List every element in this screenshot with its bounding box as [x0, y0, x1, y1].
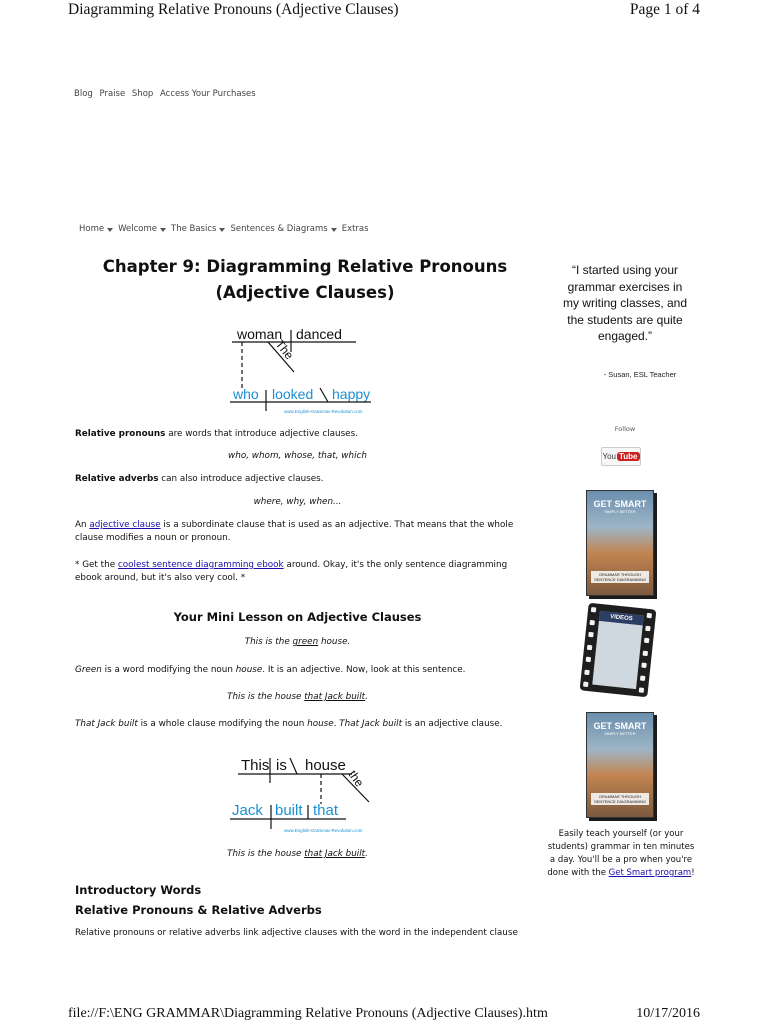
text: house. [318, 637, 351, 647]
book-title: GET SMART [593, 499, 647, 509]
book-subtitle: SIMPLY BETTER [604, 509, 636, 514]
diagram-word-verb: is [276, 757, 287, 774]
relative-adverbs-para [75, 473, 520, 486]
print-header-title: Diagramming Relative Pronouns (Adjective Clauses) [68, 1, 399, 18]
diagram-word-rel-complement: happy [332, 386, 371, 402]
youtube-icon[interactable] [601, 447, 641, 466]
page-title-line-1: Chapter 9: Diagramming Relative Pronouns [102, 257, 508, 276]
get-smart-link[interactable]: Get Smart program [608, 868, 692, 878]
text: can also introduce adjective clauses. [158, 474, 324, 484]
diagram-word-rel-verb: built [275, 802, 303, 819]
diagram-credit: www.English-Grammar-Revolution.com [284, 828, 363, 833]
page-title-line-2: (Adjective Clauses) [215, 283, 395, 302]
text: * Get the [75, 560, 118, 570]
chevron-down-icon [107, 228, 113, 232]
chevron-down-icon [160, 228, 166, 232]
book-title: GET SMART [593, 721, 647, 731]
nav-label: Extras [341, 224, 369, 234]
emph: That Jack built [339, 719, 403, 729]
top-nav [74, 89, 260, 99]
emph: house [235, 665, 263, 675]
adjective-clause-link[interactable]: adjective clause [89, 520, 161, 530]
ebook-link[interactable]: coolest sentence diagramming ebook [117, 560, 284, 570]
main-nav [79, 224, 369, 234]
text: around. Okay, it's the only sentence diagramming ebook around, but it's also very cool. * [75, 560, 508, 583]
follow-label: Follow [614, 425, 636, 433]
intro-words-heading-1: Introductory Words [75, 883, 202, 897]
text: . [365, 692, 368, 702]
mini-lesson-para-2 [75, 718, 520, 731]
videos-film-icon[interactable] [580, 603, 657, 698]
get-smart-book-cover-2[interactable] [586, 712, 654, 818]
emph: Green [75, 665, 102, 675]
book-subtitle: SIMPLY BETTER [604, 731, 636, 736]
relative-pronouns-para [75, 428, 520, 441]
emph: That Jack built [75, 719, 138, 729]
chevron-down-icon [219, 228, 225, 232]
term-relative-adverbs: Relative adverbs [75, 474, 159, 484]
page-title [74, 254, 536, 306]
text: is a subordinate clause that is used as an adjective. That means that the whole clause modifies a noun or pronoun. [75, 520, 514, 543]
nav-label: Welcome [118, 224, 157, 234]
diagram-word-subject: woman [237, 326, 283, 342]
diagram-word-verb: danced [296, 326, 342, 342]
ebook-note-para [75, 559, 520, 585]
sentence-diagram-1 [228, 322, 388, 416]
text: is a whole clause modifying the noun [137, 719, 308, 729]
text: are words that introduce adjective clauses. [165, 429, 358, 439]
top-nav-shop[interactable]: Shop [131, 89, 154, 99]
book-band: GRAMMAR THROUGH SENTENCE DIAGRAMMING [591, 793, 649, 805]
chevron-down-icon [331, 228, 337, 232]
print-footer-file-path: file://F:\ENG GRAMMAR\Diagramming Relative Pronouns (Adjective Clauses).htm [68, 1006, 548, 1021]
main-nav-welcome[interactable] [118, 224, 166, 234]
text: ! [691, 868, 695, 878]
text: is a word modifying the noun [101, 665, 236, 675]
top-nav-blog[interactable]: Blog [74, 89, 93, 99]
text: . [333, 719, 340, 729]
mini-lesson-example-1 [75, 636, 520, 649]
print-header-page-number: Page 1 of 4 [629, 1, 700, 18]
top-nav-praise[interactable]: Praise [99, 89, 126, 99]
diagram-word-modifier: the [345, 767, 367, 790]
mini-lesson-example-2 [75, 691, 520, 704]
text: This is the house [227, 692, 305, 702]
underlined-clause: that Jack built [304, 692, 366, 702]
book-band: GRAMMAR THROUGH SENTENCE DIAGRAMMING [591, 571, 649, 583]
nav-label: The Basics [171, 224, 217, 234]
diagram-word-subject: This [241, 757, 270, 774]
text: An [75, 520, 90, 530]
nav-label: Home [79, 224, 105, 234]
sentence-diagram-2 [228, 752, 388, 838]
youtube-tube: Tube [618, 452, 638, 461]
diagram-credit: www.English-Grammar-Revolution.com [284, 409, 363, 414]
nav-label: Sentences & Diagrams [230, 224, 328, 234]
diagram-word-rel-verb: looked [272, 386, 314, 402]
diagram-word-complement: house [305, 757, 346, 774]
intro-words-text: Relative pronouns or relative adverbs link adjective clauses with the word in the independent clause [75, 928, 518, 938]
diagram-2-caption [75, 848, 520, 861]
mini-lesson-para-1 [75, 664, 520, 677]
top-nav-access-purchases[interactable]: Access Your Purchases [160, 89, 256, 99]
emph: house [307, 719, 334, 729]
film-title: VIDEOS [599, 611, 644, 626]
text: This is the house [227, 849, 305, 859]
diagram-word-rel-object: that [313, 802, 339, 819]
text: Easily teach yourself (or your students) grammar in ten minutes a day. You'll be a pro when you're done with the [547, 829, 695, 878]
term-relative-pronouns: Relative pronouns [75, 429, 166, 439]
diagram-word-modifier: The [272, 337, 297, 363]
intro-words-heading [75, 880, 520, 920]
relative-adverbs-examples: where, why, when... [253, 497, 342, 507]
main-nav-sentences-diagrams[interactable] [230, 224, 336, 234]
mini-lesson-heading: Your Mini Lesson on Adjective Clauses [173, 610, 422, 624]
main-nav-extras[interactable] [342, 224, 369, 234]
text: is an adjective clause. [402, 719, 503, 729]
main-nav-basics[interactable] [171, 224, 225, 234]
get-smart-blurb [546, 828, 696, 880]
diagram-word-rel-subject: Jack [232, 802, 263, 819]
text: . [365, 849, 368, 859]
get-smart-book-cover-1[interactable] [586, 490, 654, 596]
underlined-clause: that Jack built [304, 849, 366, 859]
main-nav-home[interactable] [79, 224, 113, 234]
intro-words-heading-2: Relative Pronouns & Relative Adverbs [75, 903, 322, 917]
testimonial-quote: “I started using your grammar exercises in my writing classes, and the students are quite engaged.” [562, 263, 688, 343]
underlined-word: green [292, 637, 319, 647]
print-footer-date: 10/17/2016 [636, 1006, 700, 1021]
text: This is the [244, 637, 293, 647]
diagram-word-rel-subject: who [233, 386, 259, 402]
testimonial-author: - Susan, ESL Teacher [603, 370, 677, 379]
relative-pronouns-examples: who, whom, whose, that, which [228, 451, 367, 461]
adjective-clause-para [75, 519, 520, 545]
text: . It is an adjective. Now, look at this sentence. [262, 665, 466, 675]
youtube-you: You [602, 452, 616, 461]
